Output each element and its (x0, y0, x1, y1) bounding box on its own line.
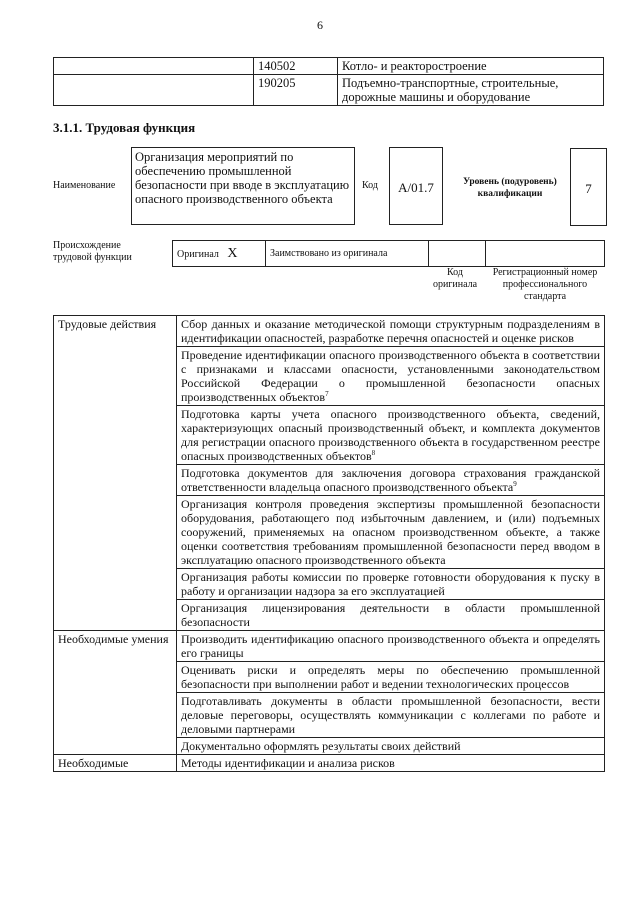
codes-empty-cell (54, 75, 254, 106)
original-cell (173, 241, 266, 267)
labor-action-item: Проведение идентификации опасного производственного объекта в соответствии с признаками и классами опасности, установленными законодательством Российской Федерации о промышленной безопасности опасных производственных объектов$^7$ (177, 347, 605, 406)
skill-item: Оценивать риски и определять меры по обеспечению промышленной безопасности при выполнении работ и ведении технологических процессов (177, 662, 605, 693)
skills-header: Необходимые умения (54, 631, 177, 755)
labor-actions-header: Трудовые действия (54, 316, 177, 631)
function-code-value: А/01.7 (398, 180, 434, 195)
level-box (570, 148, 607, 226)
code-name-cell: Котло- и реакторостроение (338, 58, 604, 75)
code-original-caption: Код оригинала (432, 267, 478, 290)
origin-table (172, 240, 605, 267)
labor-action-item: Организация лицензирования деятельности в области промышленной безопасности (177, 600, 605, 631)
labor-action-item: Подготовка карты учета опасного производственного объекта, сведений, характеризующих опасный производственный объект, и комплекта документов для регистрации опасного производственного объекта в государственном реестре опасных производственных объектов$^8$ (177, 406, 605, 465)
code-name-cell: Подъемно-транспортные, строительные, дорожные машины и оборудование (338, 75, 604, 106)
skill-item: Подготавливать документы в области промышленной безопасности, вести деловые переговоры, осуществлять коммуникации с коллегами по работе и деловыми партнерами (177, 693, 605, 738)
code-cell: 190205 (254, 75, 338, 106)
knowledge-item: Методы идентификации и анализа рисков (177, 755, 605, 772)
code-label: Код (362, 180, 378, 191)
function-code-box (389, 147, 443, 225)
function-name-box: Организация мероприятий по обеспечению промышленной безопасности при вводе в эксплуатацию опасного производственного объекта (131, 147, 355, 225)
labor-action-item: Сбор данных и оказание методической помощи структурным подразделениям в идентификации опасностей, разработке перечня опасностей и оценке рисков (177, 316, 605, 347)
codes-table (53, 57, 604, 106)
labor-function-table (53, 315, 605, 772)
original-label: Оригинал (177, 248, 219, 260)
footnote-mark: 8 (371, 449, 376, 457)
level-value: 7 (585, 181, 592, 196)
skill-item: Производить идентификацию опасного производственного объекта и определять его границы (177, 631, 605, 662)
labor-action-item: Организация контроля проведения экспертизы промышленной безопасности оборудования, работающего под избыточным давлением, и (или) подъемных сооружений, применяемых на опасном производственном объекте, а также оценки соответствия требованиям промышленной безопасности перед вводом в эксплуатацию опасного производственного объекта (177, 496, 605, 569)
labor-action-item: Организация работы комиссии по проверке готовности оборудования к пуску в работу и организации надзора за его эксплуатацией (177, 569, 605, 600)
section-title: 3.1.1. Трудовая функция (53, 120, 196, 135)
page-number: 6 (317, 18, 323, 32)
knowledge-header: Необходимые (54, 755, 177, 772)
table-row (54, 755, 605, 772)
table-row (54, 58, 604, 75)
footnote-mark: 7 (325, 390, 329, 398)
level-label: Уровень (подуровень) квалификации (463, 177, 557, 199)
table-row (54, 316, 605, 347)
code-cell: 140502 (254, 58, 338, 75)
origin-label: Происхождение трудовой функции (53, 240, 132, 263)
table-row (54, 75, 604, 106)
borrowed-cell: Заимствовано из оригинала (266, 241, 429, 267)
original-mark: X (227, 245, 238, 261)
table-row (173, 241, 605, 267)
labor-action-item: Подготовка документов для заключения договора страхования гражданской ответственности владельца опасного производственного объекта$^9$ (177, 465, 605, 496)
name-label: Наименование (53, 180, 116, 191)
codes-empty-cell (54, 58, 254, 75)
footnote-mark: 9 (513, 480, 517, 488)
reg-number-caption: Регистрационный номер профессионального стандарта (492, 267, 598, 302)
table-row (54, 631, 605, 662)
origin-code-cell (429, 241, 486, 267)
origin-reg-cell (486, 241, 605, 267)
skill-item: Документально оформлять результаты своих действий (177, 738, 605, 755)
